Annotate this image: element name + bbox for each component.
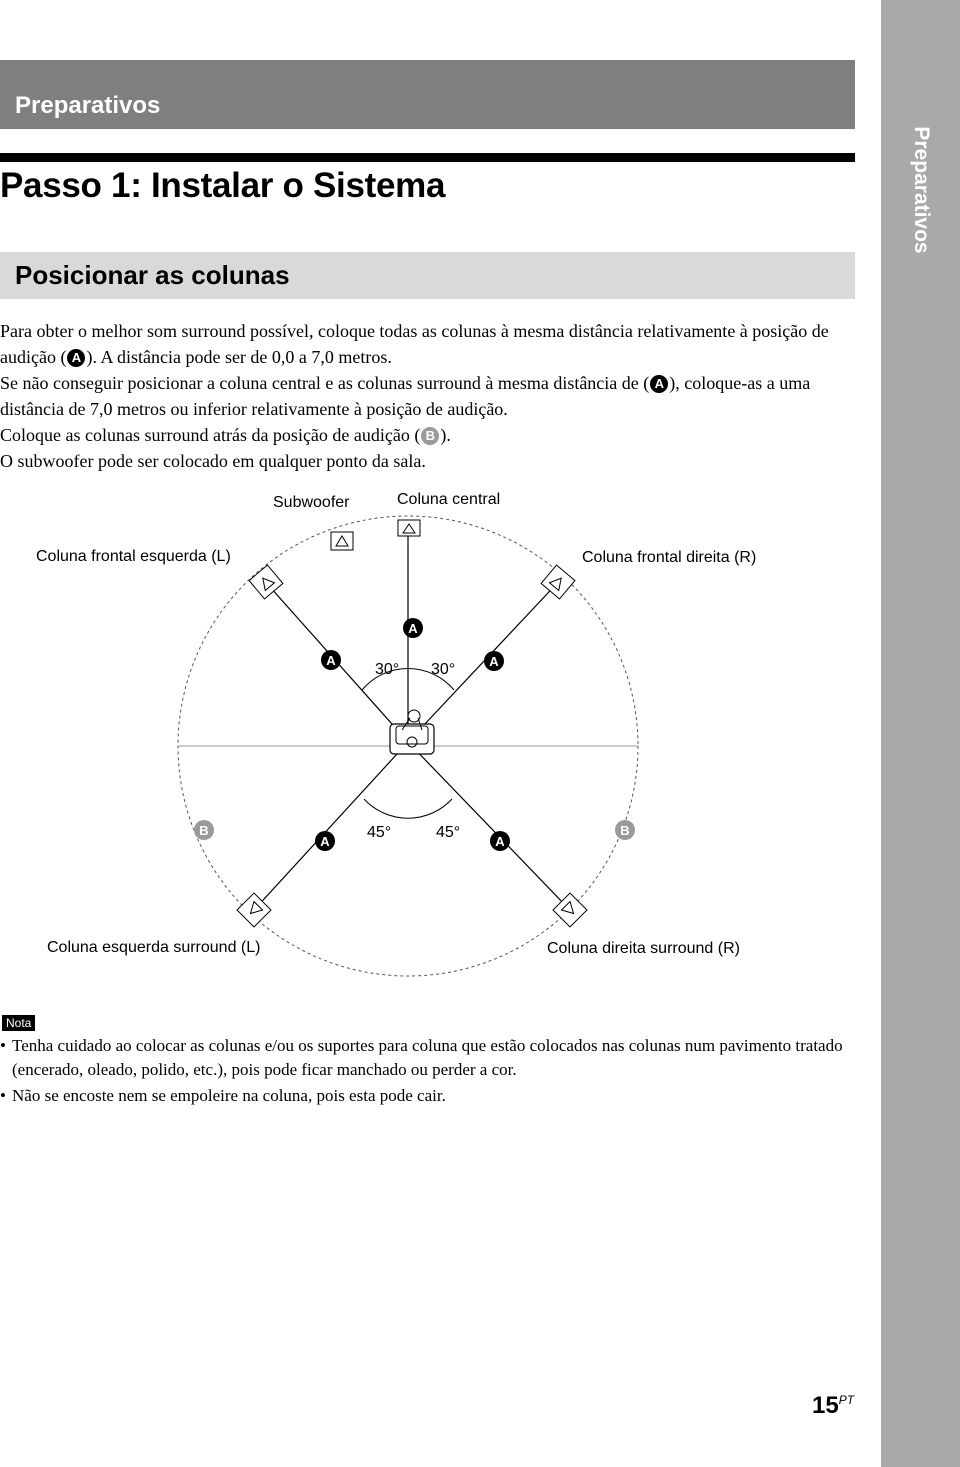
svg-text:B: B [199, 823, 209, 838]
section-title: Preparativos [15, 92, 161, 119]
listening-position-icon [390, 710, 434, 754]
intro-text-2a: Se não conseguir posicionar a coluna central e as colunas surround à mesma distância de ( [0, 373, 650, 393]
line-surround-right [408, 742, 568, 908]
intro-text-1a: Para obter o melhor som surround possível, coloque todas as colunas à mesma distância relativamente à posição de audição ( [0, 321, 829, 367]
speaker-placement-diagram [0, 480, 860, 980]
svg-text:A: A [320, 834, 330, 849]
intro-text-3b: ). [440, 425, 451, 445]
svg-text:A: A [326, 653, 336, 668]
subsection-title: Posicionar as colunas [15, 260, 290, 290]
label-front-left: Coluna frontal esquerda (L) [36, 548, 231, 565]
intro-paragraph-3 [0, 422, 870, 448]
note-item: • Tenha cuidado ao colocar as colunas e/ou os suportes para coluna que estão colocados nas colunas num pavimento tratado (encerado, oleado, polido, etc.), pois pode ficar manchado ou perder a cor. [0, 1034, 870, 1082]
angle-arc-45 [364, 799, 452, 818]
label-center: Coluna central [397, 491, 501, 508]
section-header [0, 60, 855, 129]
page-number-value: 15 [812, 1392, 839, 1419]
note-item: • Não se encoste nem se empoleire na coluna, pois esta pode cair. [0, 1084, 870, 1108]
label-angle-45-right: 45° [436, 824, 461, 841]
notes [0, 1034, 870, 1110]
intro-paragraph-4: O subwoofer pode ser colocado em qualquer ponto da sala. [0, 451, 426, 471]
marker-b-icon: B [421, 427, 439, 445]
marker-a-icon: A [650, 375, 668, 393]
marker-a-icon [403, 618, 423, 638]
svg-text:A: A [489, 654, 499, 669]
svg-text:A: A [495, 834, 505, 849]
intro-paragraph-2 [0, 370, 870, 422]
side-tab-text: Preparativos [909, 126, 933, 254]
page-number-suffix: PT [838, 1393, 855, 1407]
subwoofer-icon [331, 532, 353, 550]
label-front-right: Coluna frontal direita (R) [582, 549, 757, 566]
intro-text [0, 318, 870, 474]
marker-a-icon [315, 831, 335, 851]
page-title: Passo 1: Instalar o Sistema [0, 166, 446, 205]
svg-text:B: B [620, 823, 630, 838]
marker-a-icon [321, 650, 341, 670]
marker-a-icon [490, 831, 510, 851]
front-right-speaker-icon [541, 565, 575, 599]
side-tab-label [881, 0, 960, 380]
marker-b-icon [194, 820, 214, 840]
label-surround-right: Coluna direita surround (R) [547, 940, 740, 957]
intro-text-1b: ). A distância pode ser de 0,0 a 7,0 metros. [86, 347, 392, 367]
page-number [812, 1392, 854, 1420]
label-subwoofer: Subwoofer [273, 494, 350, 511]
surround-left-speaker-icon [237, 893, 271, 927]
front-left-speaker-icon [249, 565, 283, 599]
label-angle-30-right: 30° [431, 661, 456, 678]
subsection-header [0, 252, 855, 299]
marker-a-icon [484, 651, 504, 671]
intro-text-2b: ), coloque-as a uma distância de 7,0 metros ou inferior relativamente à posição de audição. [0, 373, 811, 419]
label-angle-30-left: 30° [375, 661, 400, 678]
title-rule [0, 153, 855, 162]
label-surround-left: Coluna esquerda surround (L) [47, 939, 261, 956]
intro-paragraph-1 [0, 318, 870, 370]
label-angle-45-left: 45° [367, 824, 392, 841]
marker-b-icon [615, 820, 635, 840]
center-speaker-icon [398, 520, 420, 536]
note-badge: Nota [2, 1015, 35, 1031]
svg-text:A: A [408, 621, 418, 636]
intro-text-3a: Coloque as colunas surround atrás da posição de audição ( [0, 425, 421, 445]
marker-a-icon: A [67, 349, 85, 367]
